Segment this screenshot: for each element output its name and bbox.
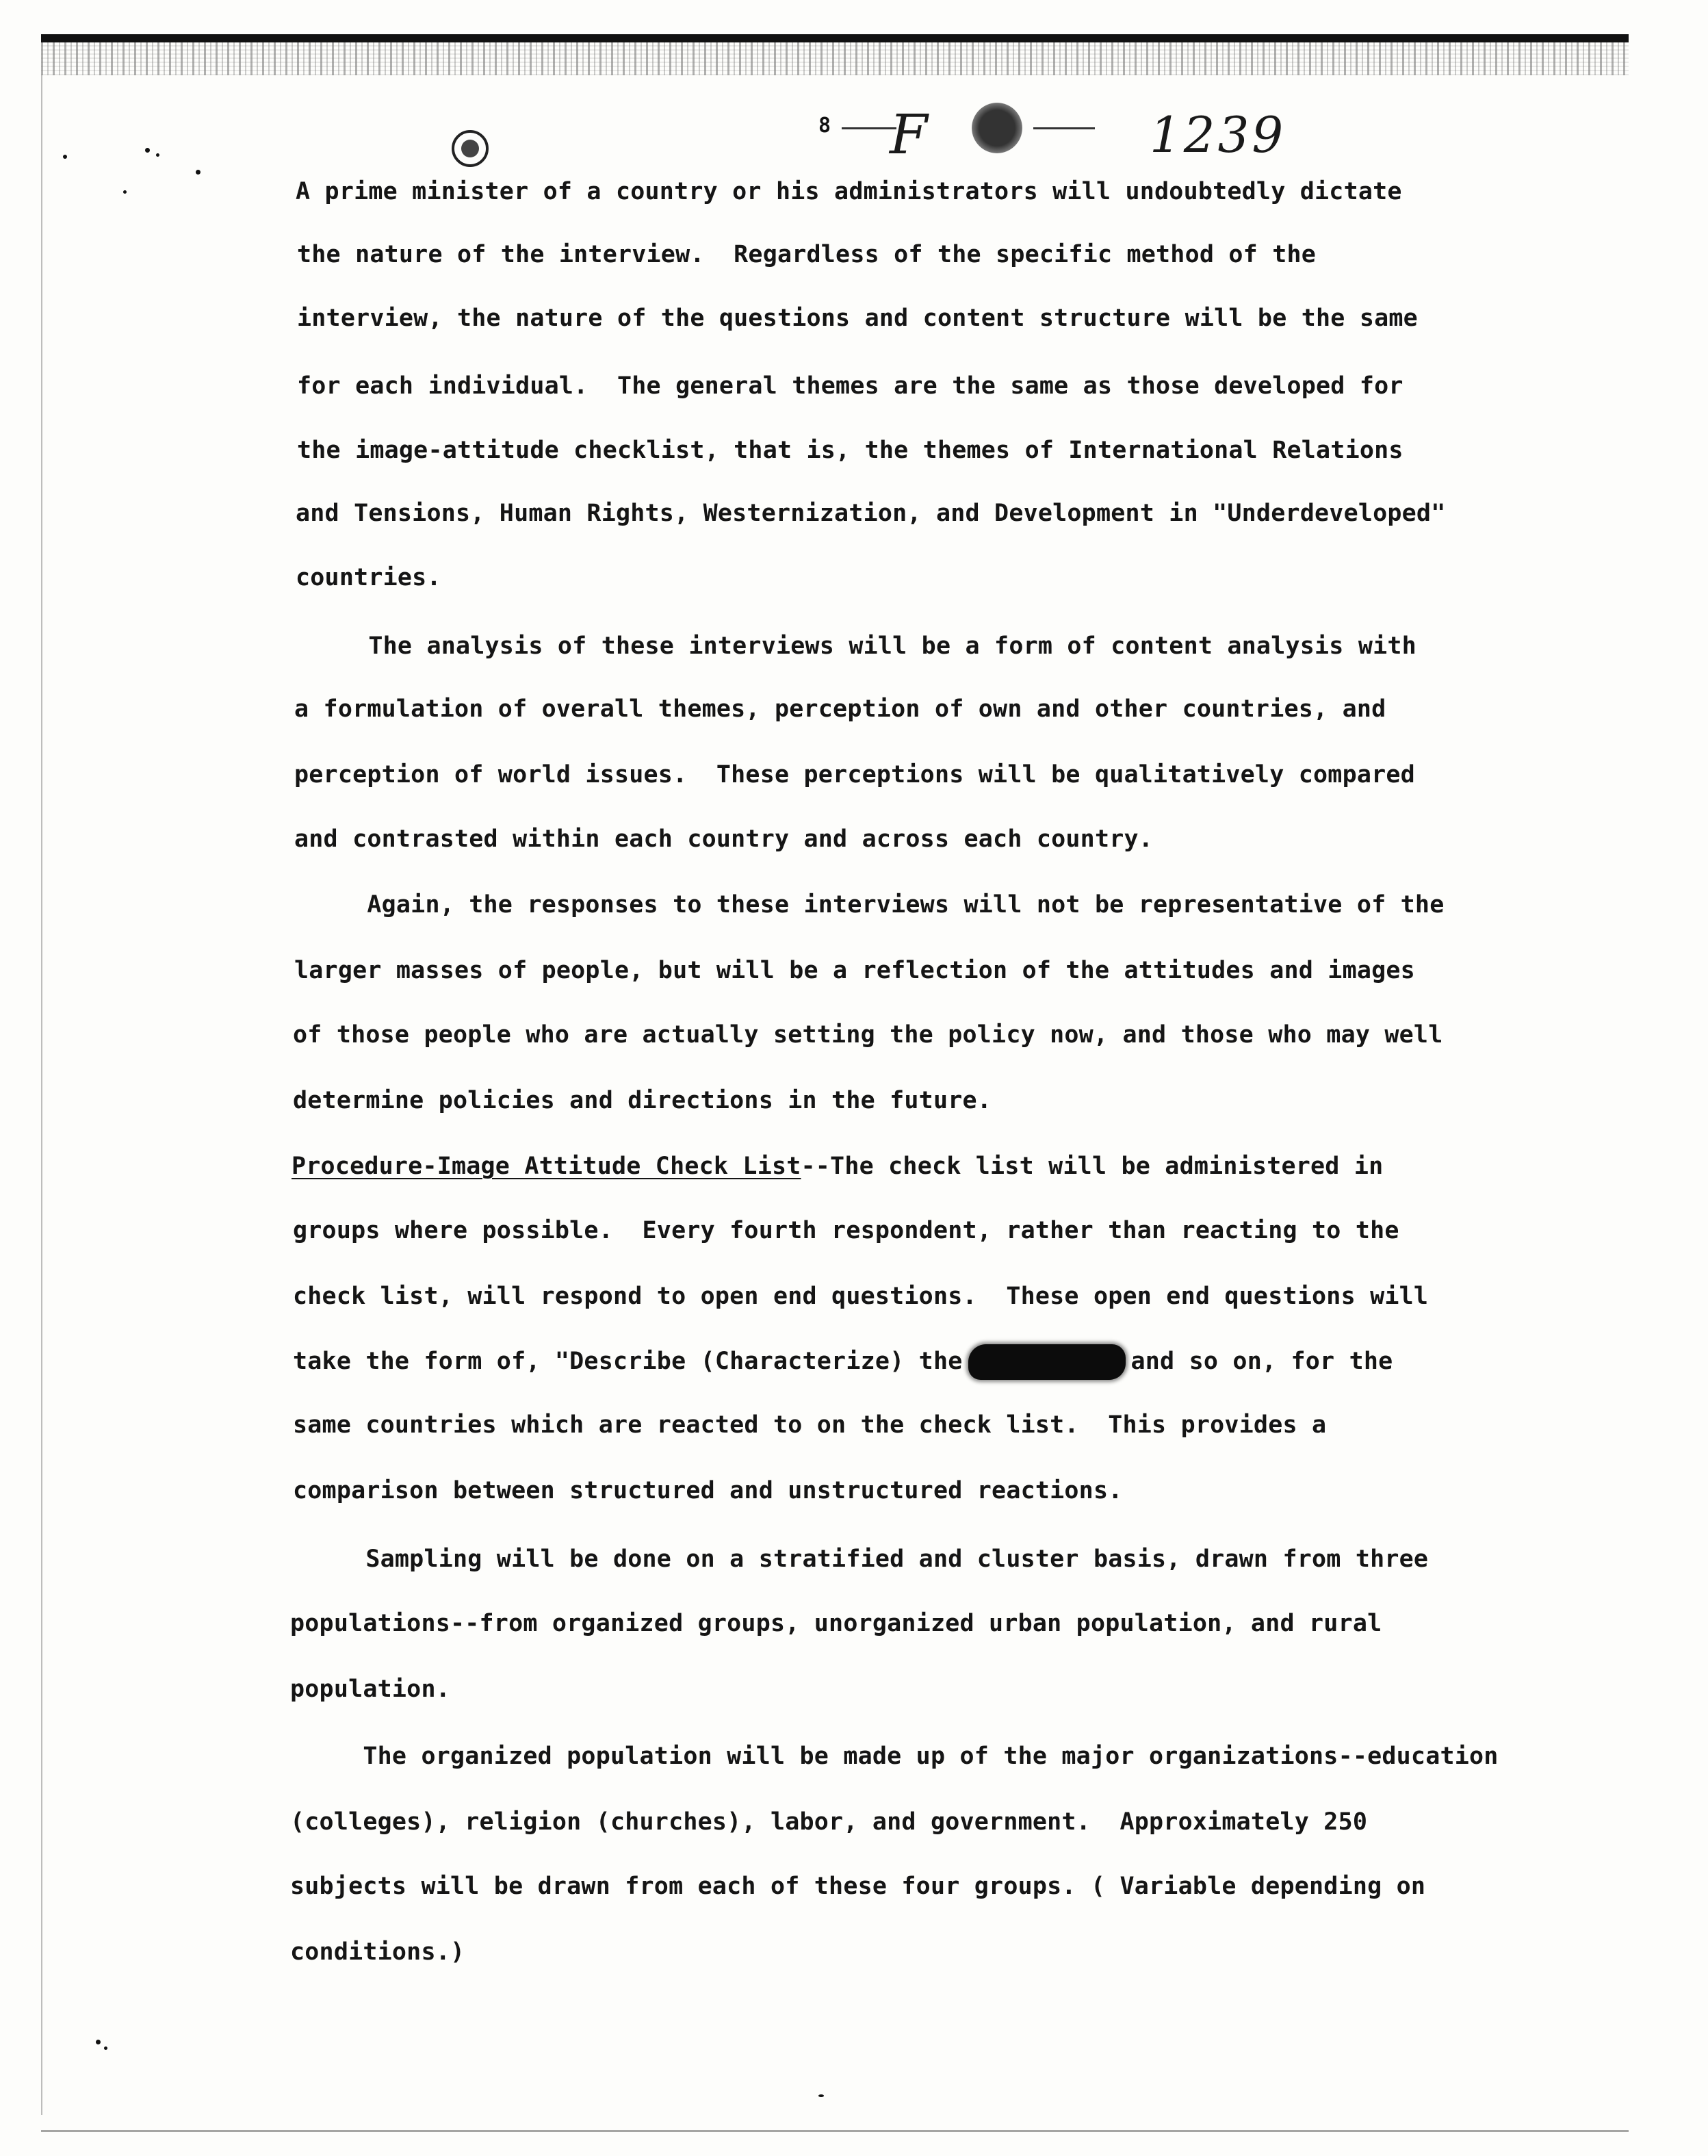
text-line: Again, the responses to these interviews will not be representative of the — [294, 891, 1445, 919]
text-line: interview, the nature of the questions and content structure will be the same — [297, 305, 1418, 332]
text-line: of those people who are actually setting the policy now, and those who may well — [293, 1021, 1443, 1049]
page-number: 8 — [818, 114, 831, 138]
redaction-blot — [968, 1344, 1126, 1380]
text-line: a formulation of overall themes, perception of own and other countries, and — [294, 695, 1386, 723]
section-heading: Procedure-Image Attitude Check List — [292, 1153, 801, 1180]
text-line: population. — [290, 1676, 450, 1703]
handwritten-mark: F — [890, 103, 928, 166]
text-fragment: --The check list will be administered in — [801, 1153, 1384, 1180]
text-line: Sampling will be done on a stratified and cluster basis, drawn from three — [293, 1545, 1429, 1573]
text-line: conditions.) — [290, 1938, 465, 1966]
text-line: determine policies and directions in the future. — [293, 1087, 992, 1114]
text-line: The organized population will be made up of the major organizations--education — [290, 1743, 1499, 1770]
text-line: A prime minister of a country or his administrators will undoubtedly dictate — [296, 178, 1402, 205]
text-line: comparison between structured and unstructured reactions. — [293, 1477, 1123, 1504]
text-line: the nature of the interview. Regardless of the specific method of the — [297, 241, 1317, 268]
text-line: subjects will be drawn from each of these four groups. ( Variable depending on — [290, 1873, 1426, 1900]
text-line: same countries which are reacted to on the check list. This provides a — [293, 1411, 1327, 1439]
text-fragment: and so on, for the — [1130, 1348, 1393, 1375]
section-heading-line — [292, 1151, 1383, 1181]
text-line: populations--from organized groups, unorganized urban population, and rural — [290, 1610, 1382, 1637]
text-line: the image-attitude checklist, that is, the themes of International Relations — [297, 437, 1403, 464]
text-line: for each individual. The general themes are the same as those developed for — [297, 372, 1403, 400]
text-line: (colleges), religion (churches), labor, and government. Approximately 250 — [290, 1808, 1368, 1836]
text-line-with-redaction — [293, 1344, 1393, 1380]
text-line: check list, will respond to open end questions. These open end questions will — [293, 1283, 1429, 1310]
text-line: larger masses of people, but will be a reflection of the attitudes and images — [294, 957, 1415, 984]
text-line: perception of world issues. These perceptions will be qualitatively compared — [294, 761, 1415, 788]
handwritten-number: 1239 — [1150, 106, 1286, 164]
text-line: The analysis of these interviews will be a form of content analysis with — [296, 632, 1416, 660]
text-fragment: take the form of, "Describe (Characterize) the — [293, 1348, 963, 1375]
text-line: and Tensions, Human Rights, Westernization, and Development in "Underdeveloped" — [296, 500, 1446, 527]
text-line: and contrasted within each country and across each country. — [294, 825, 1154, 853]
text-line: groups where possible. Every fourth respondent, rather than reacting to the — [293, 1217, 1399, 1244]
text-line: countries. — [296, 564, 441, 591]
